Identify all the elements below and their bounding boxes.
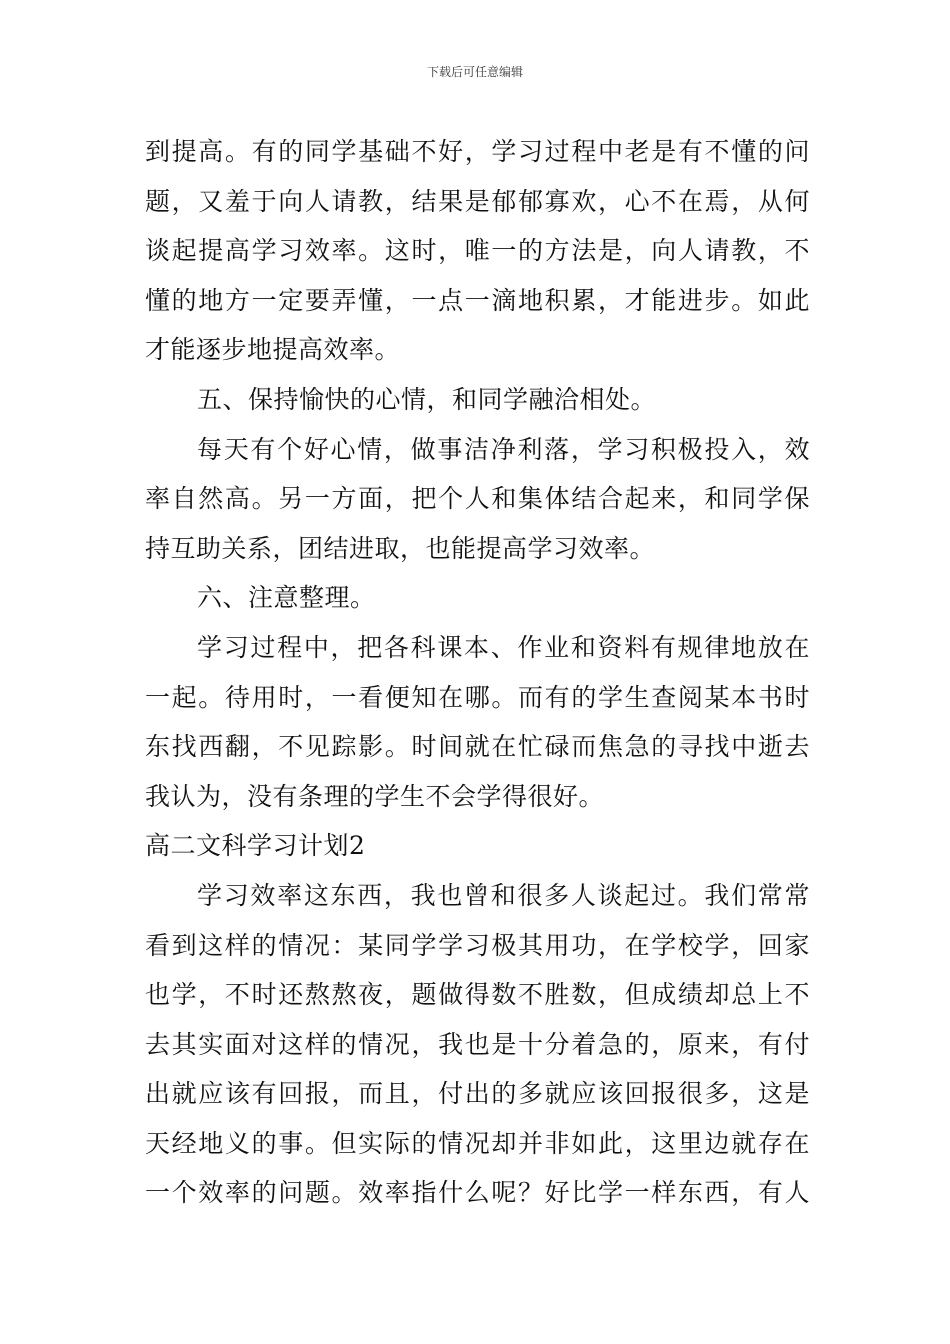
text-line: 出就应该有回报，而且，付出的多就应该回报很多，这是 [145,1079,810,1109]
document-title: 高二文科学习计划2 [145,831,366,861]
text-line: 才能逐步地提高效率。 [145,335,401,365]
text-line: 我认为，没有条理的学生不会学得很好。 [145,781,605,811]
text-line: 一个效率的问题。效率指什么呢？好比学一样东西，有人 [145,1178,810,1208]
text-line: 题，又羞于向人请教，结果是郁郁寡欢，心不在焉，从何 [145,186,810,216]
paragraph-start: 学习效率这东西，我也曾和很多人谈起过。我们常常 [197,880,810,910]
text-line: 东找西翻，不见踪影。时间就在忙碌而焦急的寻找中逝去 [145,732,810,762]
text-line: 谈起提高学习效率。这时，唯一的方法是，向人请教，不 [145,236,810,266]
paragraph-start: 学习过程中，把各科课本、作业和资料有规律地放在 [197,632,810,662]
text-line: 天经地义的事。但实际的情况却并非如此，这里边就存在 [145,1128,810,1158]
section-heading: 五、保持愉快的心情，和同学融洽相处。 [197,384,657,414]
text-line: 率自然高。另一方面，把个人和集体结合起来，和同学保 [145,484,810,514]
text-line: 一起。待用时，一看便知在哪。而有的学生查阅某本书时 [145,682,810,712]
section-heading: 六、注意整理。 [197,583,376,613]
page-header: 下载后可任意编辑 [426,65,523,79]
document-body [145,127,810,1218]
text-line: 到提高。有的同学基础不好，学习过程中老是有不懂的问 [145,137,810,166]
text-line: 去其实面对这样的情况，我也是十分着急的，原来，有付 [145,1029,810,1059]
text-line: 也学，不时还熬熬夜，题做得数不胜数，但成绩却总上不 [145,980,810,1010]
text-line: 懂的地方一定要弄懂，一点一滴地积累，才能进步。如此 [145,285,810,315]
text-line: 看到这样的情况：某同学学习极其用功，在学校学，回家 [145,930,810,960]
paragraph-start: 每天有个好心情，做事洁净利落，学习积极投入，效 [197,434,810,464]
text-line: 持互助关系，团结进取，也能提高学习效率。 [145,533,656,563]
